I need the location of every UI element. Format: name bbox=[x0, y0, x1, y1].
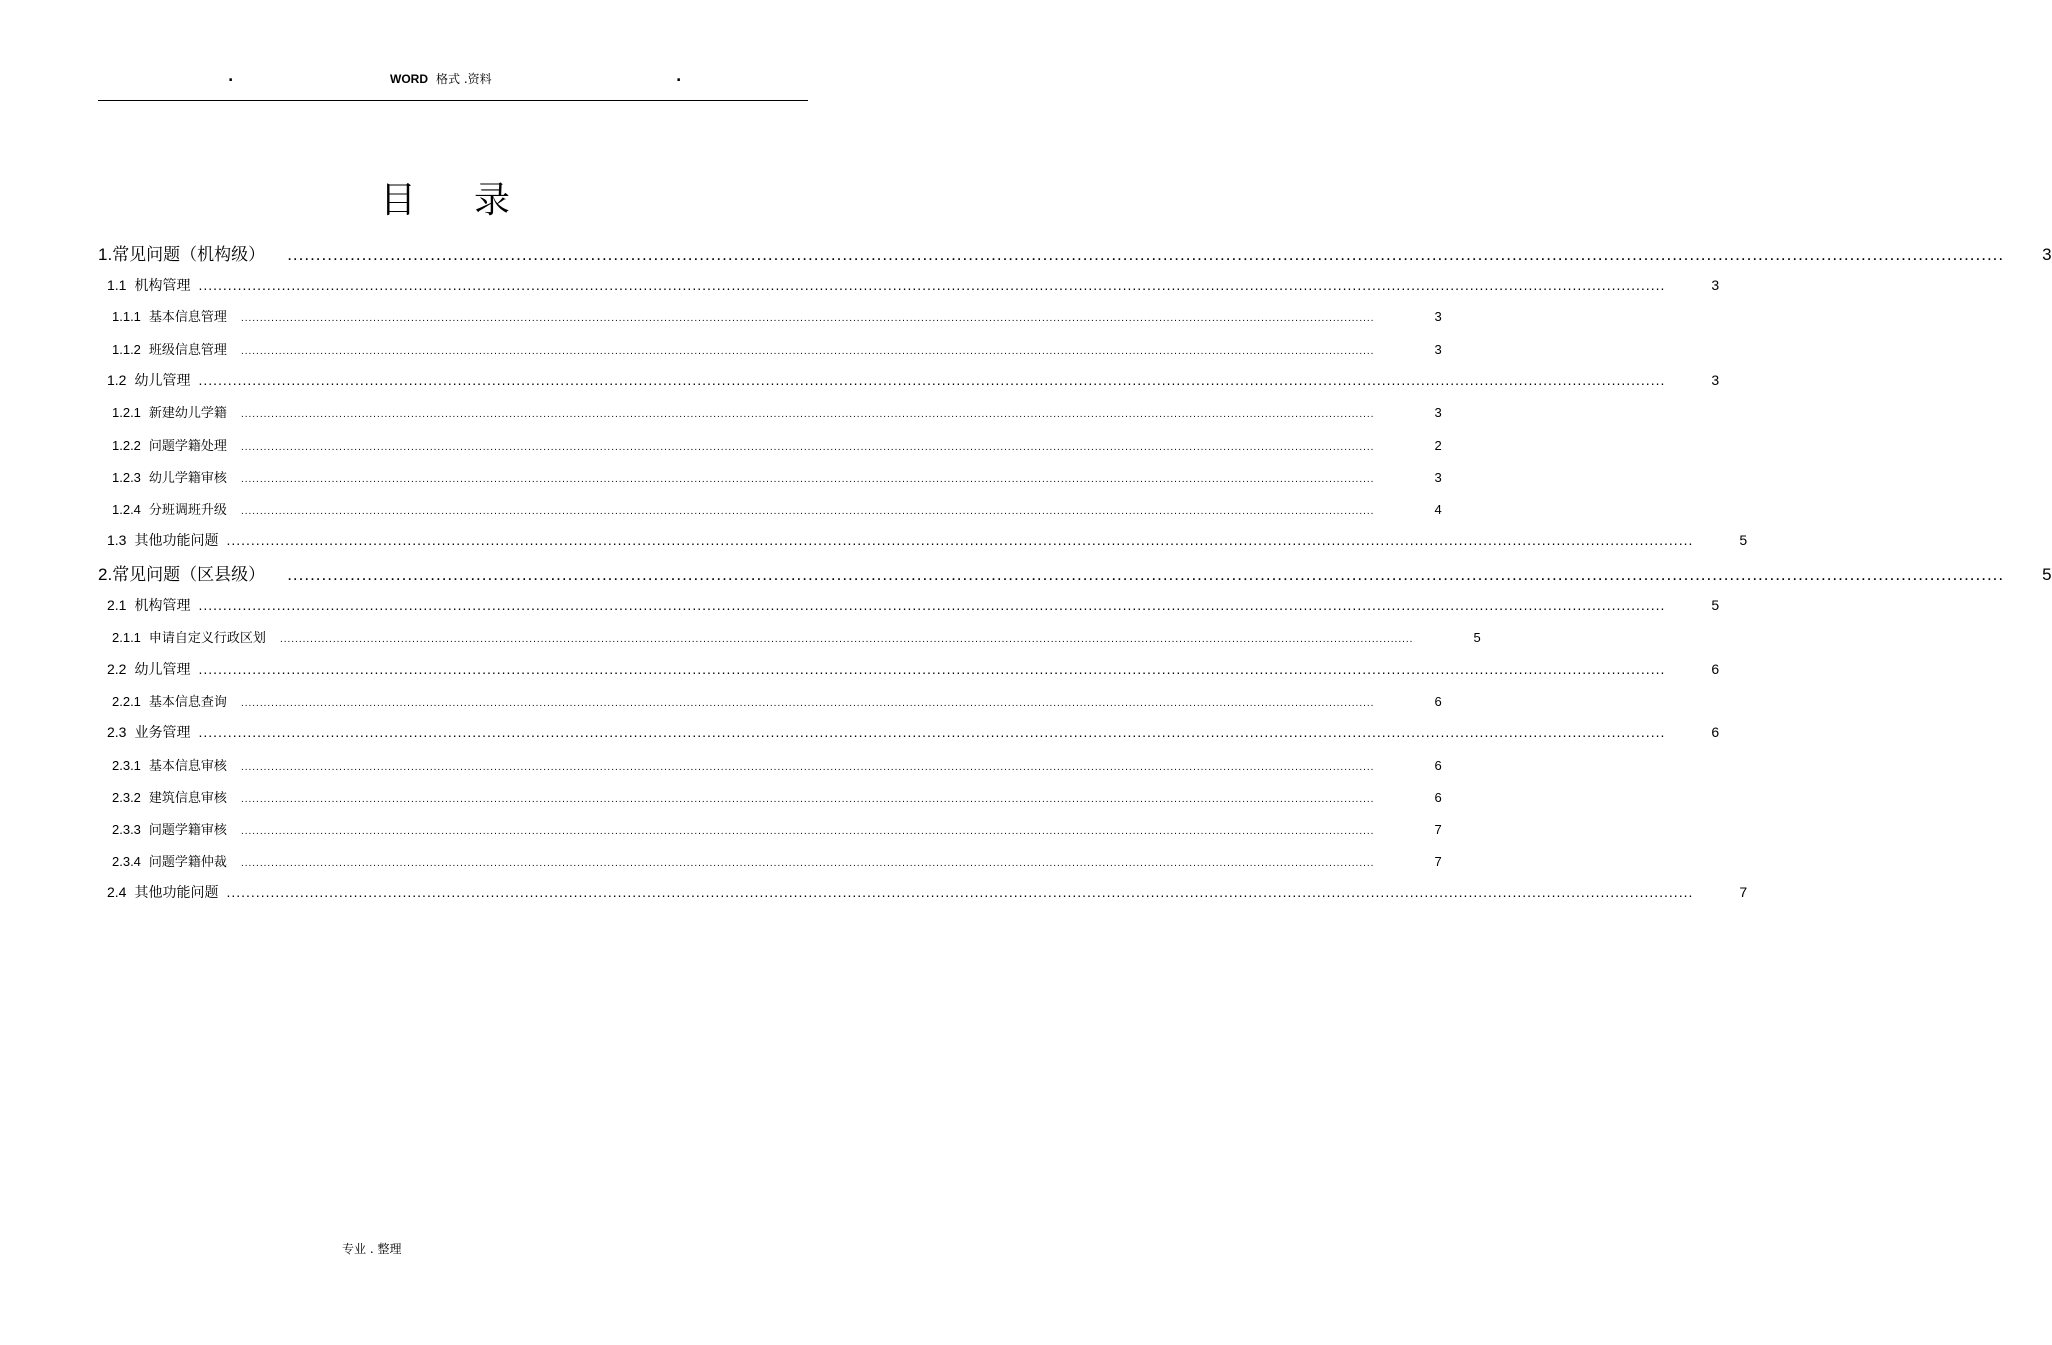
toc-entry-number: 2. bbox=[98, 565, 113, 584]
header-caption: 格式 .资料 bbox=[436, 72, 492, 86]
toc-entry-number: 1.1.2 bbox=[112, 342, 141, 357]
toc-dot-leader: ............................................................................................................................................................................................................................................................................................................ bbox=[240, 506, 1375, 517]
header-dot-left: . bbox=[228, 69, 234, 85]
toc-entry-number: 1.2.2 bbox=[112, 438, 141, 453]
toc-entry-page: 6 bbox=[1434, 790, 1442, 805]
toc-entry[interactable] bbox=[112, 627, 1481, 646]
toc-entry-number: 2.1 bbox=[107, 597, 127, 613]
toc-dot-leader: ............................................................................................................................................................................................................................................................................................................ bbox=[198, 372, 1666, 388]
toc-dot-leader: ............................................................................................................................................................................................................................................................................................................ bbox=[240, 858, 1375, 869]
toc-entry-label: 常见问题（区县级） bbox=[112, 565, 266, 585]
toc-entry-label: 基本信息审核 bbox=[148, 759, 227, 774]
toc-entry[interactable] bbox=[112, 787, 1442, 806]
page-header bbox=[98, 62, 808, 101]
toc-dot-leader: ............................................................................................................................................................................................................................................................................................................ bbox=[240, 474, 1375, 485]
toc-dot-leader: ............................................................................................................................................................................................................................................................................................................ bbox=[240, 409, 1375, 420]
toc-entry-page: 3 bbox=[1434, 309, 1442, 324]
toc-entry[interactable] bbox=[107, 722, 1720, 742]
toc-entry-number: 1.2.4 bbox=[112, 502, 141, 517]
toc-entry-number: 2.3 bbox=[107, 724, 127, 740]
toc-entry-label: 基本信息查询 bbox=[148, 695, 227, 710]
toc-entry-label: 分班调班升级 bbox=[148, 503, 227, 518]
toc-entry-label: 幼儿学籍审核 bbox=[148, 471, 227, 486]
toc-entry-page: 3 bbox=[1434, 470, 1442, 485]
toc-entry-number: 2.2.1 bbox=[112, 694, 141, 709]
toc-entry-page: 4 bbox=[1434, 502, 1442, 517]
toc-dot-leader: ............................................................................................................................................................................................................................................................................................................ bbox=[240, 826, 1375, 837]
page-footer: 专业 . 整理 bbox=[342, 1242, 402, 1256]
toc-entry-label: 其他功能问题 bbox=[134, 885, 219, 901]
toc-entry[interactable] bbox=[112, 435, 1442, 454]
toc-entry[interactable] bbox=[107, 882, 1748, 902]
toc-entry-number: 1.2.3 bbox=[112, 470, 141, 485]
toc-entry-label: 问题学籍处理 bbox=[148, 439, 227, 454]
toc-entry-label: 其他功能问题 bbox=[134, 533, 219, 549]
header-dot-right: . bbox=[676, 69, 682, 85]
toc-entry-page: 3 bbox=[1434, 342, 1442, 357]
toc-entry[interactable] bbox=[112, 339, 1442, 358]
toc-entry-page: 7 bbox=[1434, 822, 1442, 837]
toc-entry-page: 5 bbox=[2042, 565, 2052, 584]
toc-entry-label: 幼儿管理 bbox=[134, 662, 191, 678]
toc-entry-label: 业务管理 bbox=[134, 725, 191, 741]
toc-entry-number: 2.3.4 bbox=[112, 854, 141, 869]
toc-entry-page: 6 bbox=[1711, 724, 1720, 740]
toc-entry[interactable] bbox=[107, 595, 1720, 615]
toc-entry-label: 新建幼儿学籍 bbox=[148, 406, 227, 421]
toc-entry-number: 2.1.1 bbox=[112, 630, 141, 645]
toc-entry[interactable] bbox=[112, 402, 1442, 421]
toc-dot-leader: ............................................................................................................................................................................................................................................................................................................ bbox=[287, 565, 2005, 584]
toc-entry-label: 问题学籍仲裁 bbox=[148, 855, 227, 870]
toc-entry-number: 1. bbox=[98, 245, 113, 264]
toc-entry-page: 5 bbox=[1473, 630, 1481, 645]
toc-entry-number: 2.4 bbox=[107, 884, 127, 900]
toc-entry-page: 7 bbox=[1434, 854, 1442, 869]
toc-entry[interactable] bbox=[112, 819, 1442, 838]
toc-entry-number: 2.3.1 bbox=[112, 758, 141, 773]
toc-dot-leader: ............................................................................................................................................................................................................................................................................................................ bbox=[240, 346, 1375, 357]
toc-entry[interactable] bbox=[98, 240, 2052, 265]
toc-entry-number: 2.3.2 bbox=[112, 790, 141, 805]
toc-entry-page: 3 bbox=[1434, 405, 1442, 420]
toc-entry-page: 7 bbox=[1739, 884, 1748, 900]
toc-entry-page: 5 bbox=[1739, 532, 1748, 548]
toc-entry-page: 3 bbox=[1711, 277, 1720, 293]
toc-title: 目录 bbox=[379, 180, 568, 221]
toc-entry-label: 常见问题（机构级） bbox=[112, 245, 266, 265]
toc-entry-label: 幼儿管理 bbox=[134, 373, 191, 389]
toc-dot-leader: ............................................................................................................................................................................................................................................................................................................ bbox=[198, 724, 1666, 740]
toc-entry-page: 6 bbox=[1711, 661, 1720, 677]
toc-entry-number: 1.2.1 bbox=[112, 405, 141, 420]
toc-entry-label: 班级信息管理 bbox=[148, 343, 227, 358]
toc-entry[interactable] bbox=[112, 499, 1442, 518]
toc-entry[interactable] bbox=[107, 370, 1720, 390]
toc-entry-label: 建筑信息审核 bbox=[148, 791, 227, 806]
header-word: WORD bbox=[390, 72, 428, 86]
toc-entry-number: 2.3.3 bbox=[112, 822, 141, 837]
toc-entry-label: 机构管理 bbox=[134, 598, 191, 614]
toc-entry[interactable] bbox=[112, 306, 1442, 325]
toc-entry[interactable] bbox=[112, 755, 1442, 774]
header-text bbox=[390, 70, 492, 87]
toc-entry-number: 2.2 bbox=[107, 661, 127, 677]
toc-dot-leader: ............................................................................................................................................................................................................................................................................................................ bbox=[226, 532, 1694, 548]
toc-entry-number: 1.1.1 bbox=[112, 309, 141, 324]
toc-entry[interactable] bbox=[112, 467, 1442, 486]
toc-dot-leader: ............................................................................................................................................................................................................................................................................................................ bbox=[226, 884, 1694, 900]
toc-entry-page: 3 bbox=[1711, 372, 1720, 388]
toc-entry-page: 6 bbox=[1434, 694, 1442, 709]
toc-dot-leader: ............................................................................................................................................................................................................................................................................................................ bbox=[240, 794, 1375, 805]
toc-entry-label: 问题学籍审核 bbox=[148, 823, 227, 838]
toc-entry-page: 2 bbox=[1434, 438, 1442, 453]
toc-entry[interactable] bbox=[107, 275, 1720, 295]
toc-dot-leader: ............................................................................................................................................................................................................................................................................................................ bbox=[240, 442, 1375, 453]
toc-entry-number: 1.3 bbox=[107, 532, 127, 548]
toc-dot-leader: ............................................................................................................................................................................................................................................................................................................ bbox=[198, 277, 1666, 293]
toc-dot-leader: ............................................................................................................................................................................................................................................................................................................ bbox=[287, 245, 2005, 264]
toc-entry-number: 1.2 bbox=[107, 372, 127, 388]
toc-entry-page: 6 bbox=[1434, 758, 1442, 773]
toc-dot-leader: ............................................................................................................................................................................................................................................................................................................ bbox=[198, 597, 1666, 613]
toc-entry-page: 5 bbox=[1711, 597, 1720, 613]
toc-entry[interactable] bbox=[112, 691, 1442, 710]
toc-entry[interactable] bbox=[98, 560, 2052, 585]
toc-dot-leader: ............................................................................................................................................................................................................................................................................................................ bbox=[279, 634, 1414, 645]
toc-entry[interactable] bbox=[107, 530, 1748, 550]
toc-entry[interactable] bbox=[107, 659, 1720, 679]
toc-dot-leader: ............................................................................................................................................................................................................................................................................................................ bbox=[240, 313, 1375, 324]
toc-entry-label: 基本信息管理 bbox=[148, 310, 227, 325]
toc-entry-label: 申请自定义行政区划 bbox=[148, 631, 266, 646]
toc-dot-leader: ............................................................................................................................................................................................................................................................................................................ bbox=[240, 698, 1375, 709]
toc-entry[interactable] bbox=[112, 851, 1442, 870]
toc-dot-leader: ............................................................................................................................................................................................................................................................................................................ bbox=[240, 762, 1375, 773]
toc-dot-leader: ............................................................................................................................................................................................................................................................................................................ bbox=[198, 661, 1666, 677]
toc-entry-label: 机构管理 bbox=[134, 278, 191, 294]
toc-entry-number: 1.1 bbox=[107, 277, 127, 293]
toc-entry-page: 3 bbox=[2042, 245, 2052, 264]
